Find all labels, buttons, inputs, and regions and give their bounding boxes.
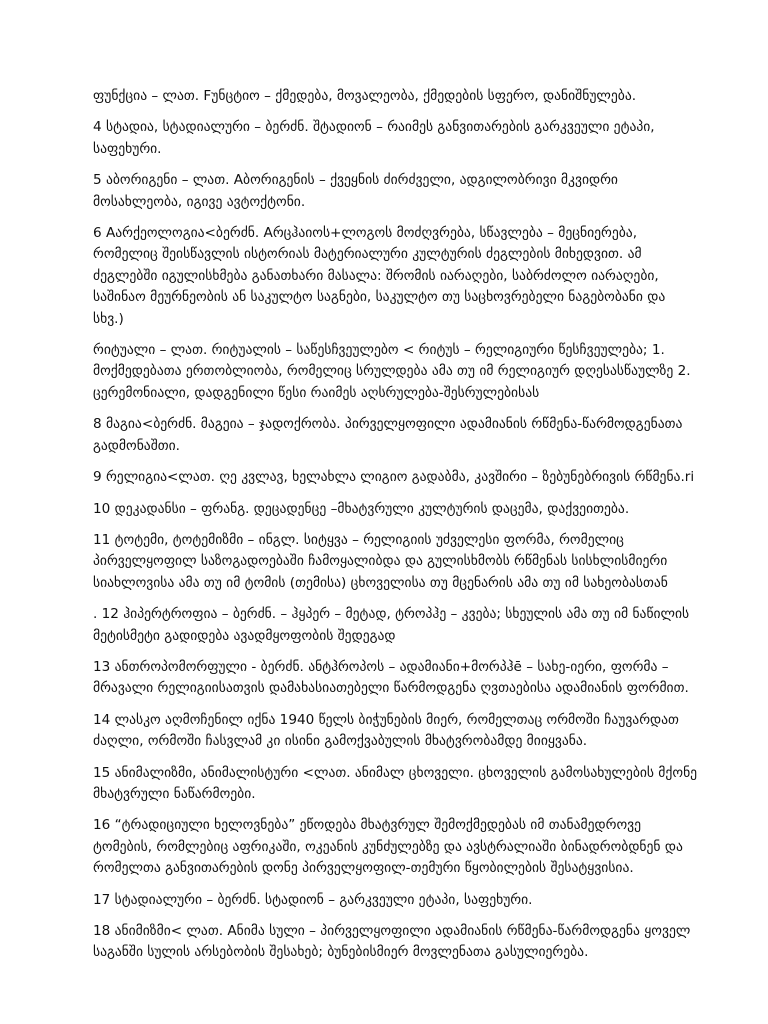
footnote-15: 15 ანიმალიზმი, ანიმალისტური <ლათ. ანიმალ ცხოველი. ცხოველის გამოსახულების მქონე მხატვრული ნაწარმოები.	[93, 764, 698, 802]
footnote-17: 17 სტადიალური – ბერძნ. სტადიონ – გარკვეული ეტაპი, საფეხური.	[93, 891, 533, 908]
footnote-10: 10 დეკადანსი – ფრანგ. დეცადენცე –მხატვრული კულტურის დაცემა, დაქვეითება.	[93, 500, 630, 517]
footnote-16: 16 “ტრადიციული ხელოვნება” ეწოდება მხატვრულ შემოქმედებას იმ თანამედროვე ტომების, რომლებიც აფრიკაში, ოკეანის კუნძულებზე და ავსტრალიაში ბინადრობდნენ და რომელთა განვითარების დონე პირველყოფილ-თემური წყობილების შესატყვისია.	[93, 817, 683, 877]
footnote-12: . 12 ჰიპერტროფია – ბერძნ. – ჰყპერ – მეტად, ტროპჰე – კვება; სხეულის ამა თუ იმ ნაწილის მეტისმეტი გადიდება ავადმყოფობის შედეგად	[93, 606, 690, 644]
footnote-18: 18 ანიმიზმი< ლათ. Aნიმა სული – პირველყოფილი ადამიანის რწმენა-წარმოდგენა ყოველ საგანში სულის არსებობის შესახებ; ბუნებისმიერ მოვლენათა გასულიერება.	[93, 923, 691, 961]
footnote-ritual: რიტუალი – ლათ. რიტუალის – საწესჩვეულებო < რიტუს – რელიგიური წესჩვეულება; 1. მოქმედებათა ერთობლიობა, რომელიც სრულდება ამა თუ იმ რელიგიურ დღესასწაულზე 2. ცერემონიალი, დადგენილი წესი რაიმეს აღსრულება-შესრულებისას	[93, 342, 691, 401]
footnote-6: 6 Aარქეოლოგია<ბერძნ. Aრცჰაიოს+ლოგოს მოძღვრება, სწავლება – მეცნიერება, რომელიც შეისწავლის ისტორიას მატერიალური კულტურის ძეგლების მიხედვით. ამ ძეგლებში იგულისხმება განათხარი მასალა: შრომის იარაღები, საბრძოლო იარაღები, საშინაო მეურნეობის ან საკულტო საგნები, საკულტო თუ საცხოვრებელი ნაგებობანი და სხვ.)	[93, 225, 666, 327]
footnote-11: 11 ტოტემი, ტოტემიზმი – ინგლ. სიტყვა – რელიგიის უძველესი ფორმა, რომელიც პირველყოფილ საზოგადოებაში ჩამოყალიბდა და გულისხმობს რწმენას სისხლისმიერი სიახლოვისა ამა თუ იმ ტომის (თემისა) ცხოველისა თუ მცენარის ამა თუ იმ სახეობასთან	[93, 531, 668, 591]
footnote-9: 9 რელიგია<ლათ. ღე კვლავ, ხელახლა ლიგიო გადაბმა, კავშირი – ზებუნებრივის რწმენა.ri	[93, 469, 695, 486]
footnote-13: 13 ანთროპომორფული - ბერძნ. ანტჰროპოს – ადამიანი+მორპჰē – სახე-იერი, ფორმა – მრავალი რელიგიისათვის დამახასიათებელი წარმოდგენა ღვთაებისა ადამიანის ფორმით.	[93, 658, 689, 697]
footnote-5: 5 აბორიგენი – ლათ. Aბორიგენის – ქვეყნის ძირძველი, ადგილობრივი მკვიდრი მოსახლეობა, იგივე ავტოქტონი.	[93, 172, 618, 210]
footnote-14: 14 ლასკო აღმოჩენილ იქნა 1940 წელს ბიჭუნების მიერ, რომელთაც ორმოში ჩაუვარდათ ძაღლი, ორმოში ჩასვლამ კი ისინი გამოქვაბულის მხატვრობამდე მიიყვანა.	[93, 711, 679, 750]
footnote-8: 8 მაგია<ბერძნ. მაგეია – ჯადოქრობა. პირველყოფილი ადამიანის რწმენა-წარმოდგენათა გადმონაშთი.	[93, 416, 683, 454]
footnote-funqcia: ფუნქცია – ლათ. Fუნცტიო – ქმედება, მოვალეობა, ქმედების სფერო, დანიშნულება.	[93, 88, 637, 104]
footnote-4: 4 სტადია, სტადიალური – ბერძნ. შტადიონ – რაიმეს განვითარების გარკვეული ეტაპი, საფეხური.	[93, 119, 655, 157]
